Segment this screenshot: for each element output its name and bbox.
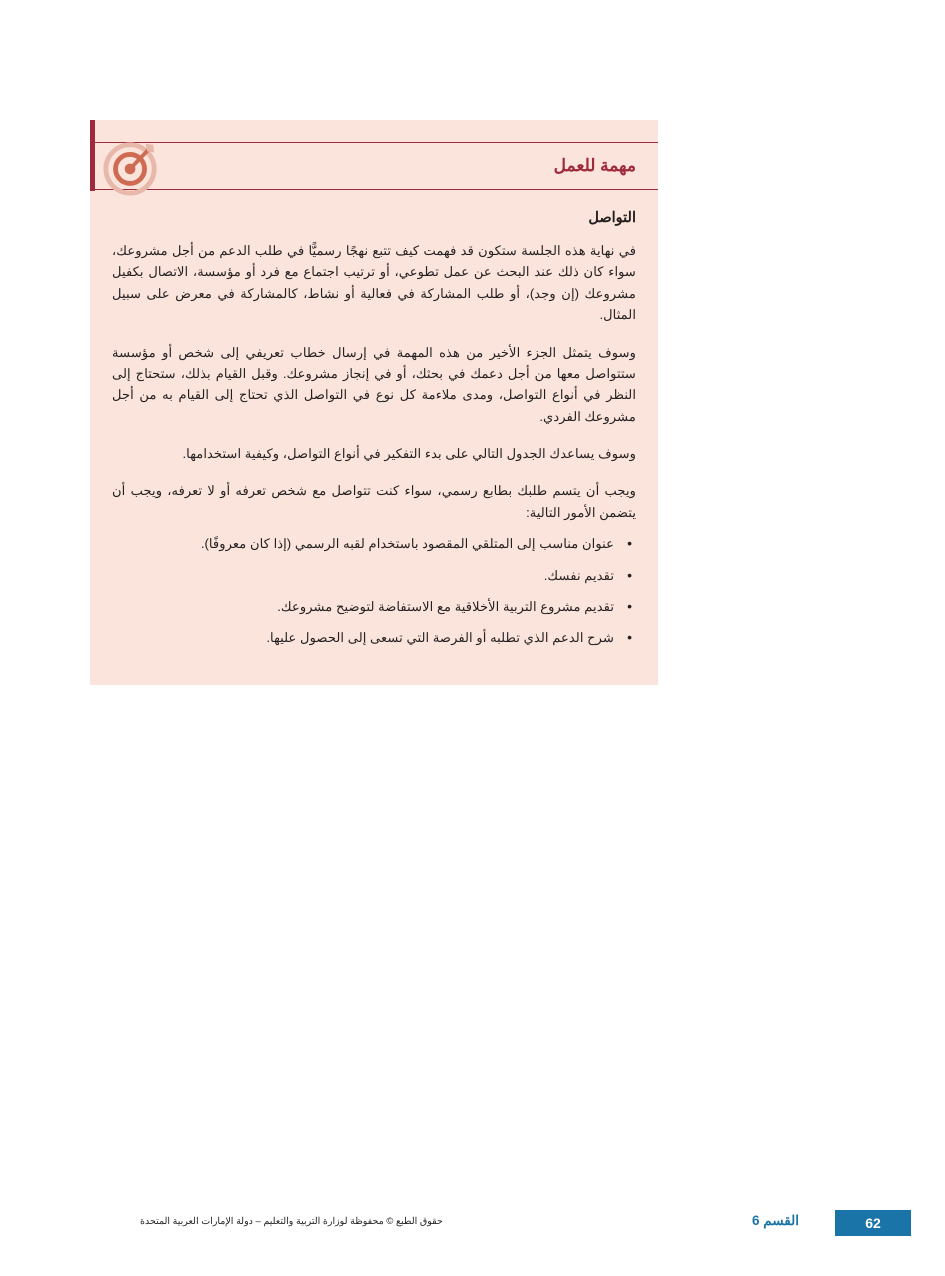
card-top-accent-bar (90, 120, 658, 142)
section-subtitle: التواصل (588, 210, 636, 226)
page-number: 62 (835, 1210, 911, 1236)
footer-section-label: القسم 6 (752, 1213, 799, 1228)
card-title: مهمة للعمل (553, 156, 636, 175)
task-card (90, 120, 658, 685)
paragraph-3: وسوف يساعدك الجدول التالي على بدء التفكير في أنواع التواصل، وكيفية استخدامها. (182, 446, 636, 461)
list-item: • عنوان مناسب إلى المتلقي المقصود باستخدام لقبه الرسمي (إذا كان معروفًا). (112, 533, 636, 554)
list-item: • تقديم مشروع التربية الأخلاقية مع الاستفاضة لتوضيح مشروعك. (112, 596, 636, 617)
card-body (90, 190, 658, 685)
paragraph-4: ويجب أن يتسم طلبك بطابع رسمي، سواء كنت تتواصل مع شخص تعرفه أو لا تعرفه، ويجب أن يتضمن الأمور التالية: (112, 483, 636, 520)
paragraph-2: وسوف يتمثل الجزء الأخير من هذه المهمة في إرسال خطاب تعريفي إلى شخص أو مؤسسة ستتواصل معها من أجل دعمك في بحثك، أو في إنجاز مشروعك. وقبل القيام بذلك، ستحتاج إلى النظر في أنواع التواصل، ومدى ملاءمة كل نوع في التواصل الذي تحتاج إلى القيام به من أجل مشروعك الفردي. (112, 344, 636, 424)
target-icon (102, 138, 160, 196)
paragraph-1: في نهاية هذه الجلسة ستكون قد فهمت كيف تتبع نهجًا رسميًّا في طلب الدعم من أجل مشروعك، سواء كان ذلك عند البحث عن عمل تطوعي، أو ترتيب اجتماع مع فرد أو مؤسسة، الاتصال بكفيل مشروعك (إن وجد)، أو طلب المشاركة في فعالية أو نشاط، كالمشاركة في معرض على سبيل المثال. (112, 243, 636, 323)
page-footer (0, 1210, 945, 1238)
card-header (90, 142, 658, 190)
footer-copyright: حقوق الطبع © محفوظة لوزارة التربية والتعليم – دولة الإمارات العربية المتحدة (140, 1216, 443, 1227)
requirements-list (112, 533, 636, 649)
list-item: • تقديم نفسك. (112, 565, 636, 586)
list-item: • شرح الدعم الذي تطلبه أو الفرصة التي تسعى إلى الحصول عليها. (112, 627, 636, 648)
